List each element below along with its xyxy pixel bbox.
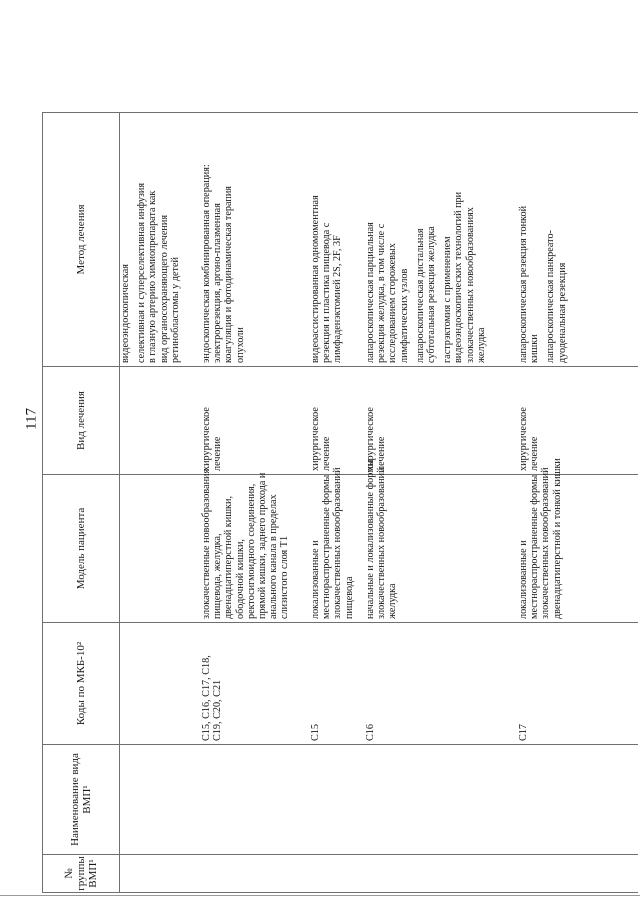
icd-codes-cell xyxy=(190,623,638,745)
table-body-row xyxy=(190,113,638,893)
icd-codes-row-1: C15, C16, C17, C18, C19, C20, C21 xyxy=(201,655,224,741)
treatment-method-top-block: видеоэндоскопическая селективная и суперселективная инфузия в глазную артерию химиопрепарата как вид органосохраняющего лечения ретинобластомы у детей xyxy=(120,182,181,363)
treatment-type-row-4: хирургическое лечение xyxy=(518,407,541,471)
treatment-type-row-1: хирургическое лечение xyxy=(201,407,224,471)
icd-codes-row-3: C16 xyxy=(365,724,376,741)
header-patient-model: Модель пациента xyxy=(43,475,120,623)
treatment-type-row-3: хирургическое лечение xyxy=(365,407,388,471)
header-group-number: № группы ВМП¹ xyxy=(43,855,120,893)
header-treatment-method: Метод лечения xyxy=(43,113,120,367)
rotated-table-page xyxy=(42,113,638,893)
vmp-name-cell xyxy=(190,745,638,855)
table-header-row xyxy=(43,113,120,893)
patient-model-row-3: начальные и локализованные формы злокачественных новообразований желудка xyxy=(365,459,399,619)
page-number: 117 xyxy=(23,408,40,430)
treatment-method-row-3: лапароскопическая парциальная резекция желудка, в том числе с исследованием сторожевых лимфатических узлов лапароскопическая дистальная субтотальная резекция желудка гастрэктомия с применением видеоэндоскопических технологий при злокачественных новообразованиях желудка xyxy=(365,191,487,363)
treatment-method-row-1: эндоскопическая комбинированная операция: электрорезекция, аргоно-плазменная коагуляция и фотодинамическая терапия опухоли xyxy=(201,164,246,363)
header-icd-codes: Коды по МКБ-10² xyxy=(43,623,120,745)
icd-codes-row-4: C17 xyxy=(518,724,529,741)
header-vmp-name: Наименование вида ВМП¹ xyxy=(43,745,120,855)
bottom-rule xyxy=(0,895,640,896)
treatment-methods-table xyxy=(42,112,638,893)
treatment-method-cell xyxy=(120,113,638,367)
patient-model-row-1: злокачественные новообразования пищевода, желудка, двенадцатиперстной кишки, ободочной кишки, ректосигмоидного соединения, прямой кишки, заднего прохода и анального канала в пределах слизистого слоя T1 xyxy=(201,468,291,619)
patient-model-row-4: локализованные и местнораспространенные формы злокачественных новообразований двенадцатиперстной и тонкой кишки xyxy=(518,458,563,619)
group-number-cell xyxy=(190,855,638,893)
patient-model-row-2: локализованные и местнораспространенные формы злокачественных новообразований пищевода xyxy=(310,467,355,619)
treatment-method-row-4: лапароскопическая резекция тонкой кишки лапароскопическая панкреато- дуоденальная резекция xyxy=(518,205,568,363)
treatment-type-row-2: хирургическое лечение xyxy=(310,407,333,471)
treatment-type-cell xyxy=(190,367,638,475)
icd-codes-row-2: C15 xyxy=(310,724,321,741)
header-treatment-type: Вид лечения xyxy=(43,367,120,475)
patient-model-cell xyxy=(190,458,638,623)
treatment-method-row-2: видеоассистированная одномоментная резекция и пластика пищевода с лимфаденэктомией 2S, 2F, 3F xyxy=(310,195,344,363)
